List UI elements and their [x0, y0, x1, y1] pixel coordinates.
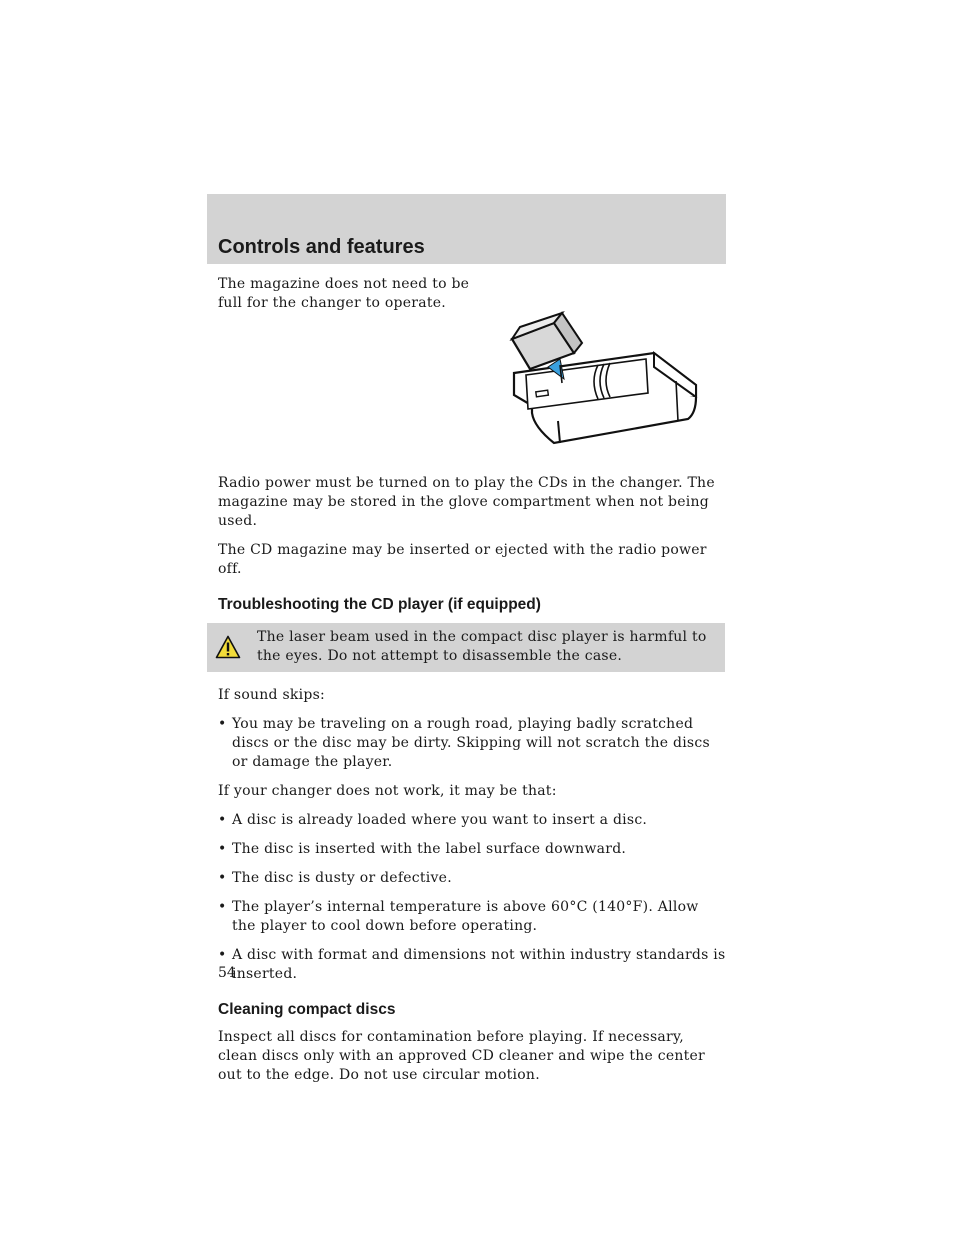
- not-work-list: [218, 811, 726, 984]
- section-title: Controls and features: [218, 236, 425, 258]
- radio-power-paragraph: Radio power must be turned on to play the CDs in the changer. The magazine may be stored in the glove compartment when not being used.: [218, 475, 715, 529]
- not-work-intro: If your changer does not work, it may be that:: [218, 783, 557, 799]
- list-item: • The player’s internal temperature is above 60°C (140°F). Allow the player to cool down before operating.: [218, 898, 726, 936]
- list-item: • A disc with format and dimensions not within industry standards is inserted.: [218, 946, 726, 984]
- warning-text: The laser beam used in the compact disc player is harmful to the eyes. Do not attempt to disassemble the case.: [257, 629, 707, 664]
- list-item: • You may be traveling on a rough road, playing badly scratched discs or the disc may be dirty. Skipping will not scratch the discs or damage the player.: [218, 715, 726, 772]
- page-number: 54: [218, 965, 236, 981]
- list-item: • The disc is inserted with the label surface downward.: [218, 840, 726, 859]
- page-content: [218, 275, 726, 1095]
- cleaning-heading: Cleaning compact discs: [218, 1001, 396, 1018]
- skips-intro: If sound skips:: [218, 687, 325, 703]
- skips-list: [218, 715, 726, 772]
- list-item: • A disc is already loaded where you want to insert a disc.: [218, 811, 726, 830]
- cleaning-paragraph: Inspect all discs for contamination before playing. If necessary, clean discs only with an approved CD cleaner and wipe the center out to the edge. Do not use circular motion.: [218, 1029, 706, 1083]
- intro-paragraph: The magazine does not need to be full for the changer to operate.: [218, 276, 470, 311]
- list-item: • The disc is dusty or defective.: [218, 869, 726, 888]
- troubleshooting-heading: Troubleshooting the CD player (if equipped): [218, 596, 541, 613]
- intro-row: [218, 275, 726, 455]
- cd-changer-illustration: [506, 295, 706, 455]
- magazine-eject-paragraph: The CD magazine may be inserted or ejected with the radio power off.: [218, 542, 707, 577]
- warning-box: [207, 623, 725, 672]
- warning-triangle-icon: [215, 635, 241, 659]
